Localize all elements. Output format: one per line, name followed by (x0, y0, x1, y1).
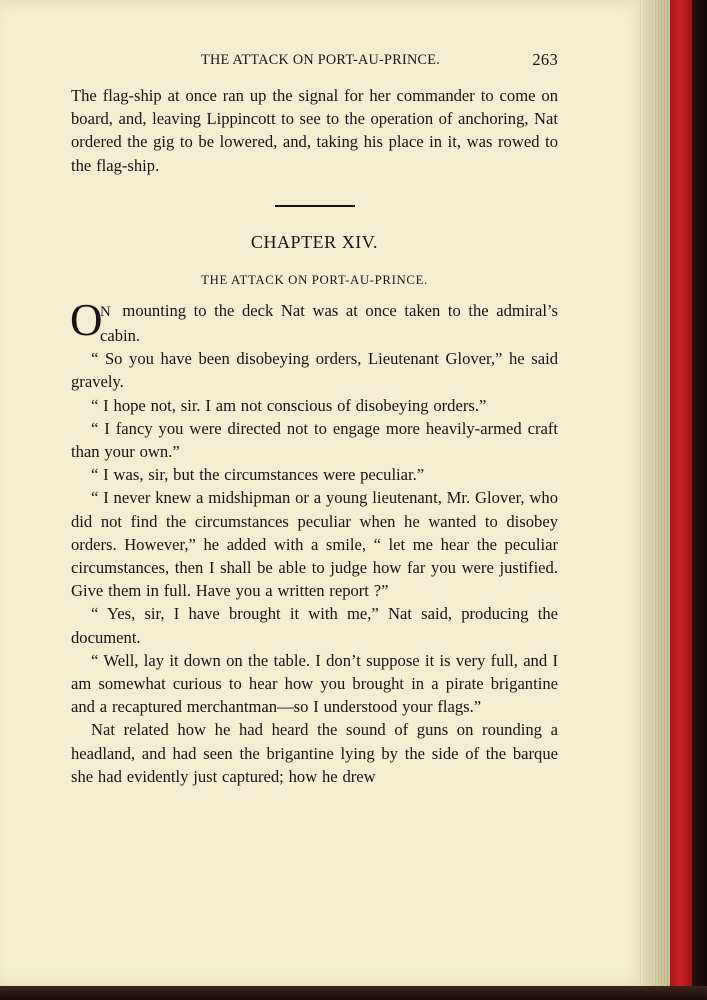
red-book-cover-edge (670, 0, 692, 988)
page-content (71, 48, 558, 788)
paragraph-2: “ So you have been disobeying orders, Lieutenant Glover,” he said gravely. (71, 349, 558, 392)
drop-cap-letter: O (70, 294, 103, 345)
bottom-shadow-band (0, 986, 707, 1000)
paragraph-5: “ I was, sir, but the circumstances were peculiar.” (91, 465, 425, 485)
paragraph-9: Nat related how he had heard the sound of guns on rounding a headland, and had seen the brigantine lying by the side of the barque she had evidently just captured; how he drew (71, 720, 558, 786)
section-divider (275, 205, 355, 207)
first-word-small-caps: N (100, 303, 112, 320)
paragraph-4: “ I fancy you were directed not to engage more heavily-armed craft than your own.” (71, 418, 558, 462)
page-number: 263 (532, 50, 558, 69)
running-head (71, 48, 558, 76)
paragraph-6: “ I never knew a midshipman or a young lieutenant, Mr. Glover, who did not find the circumstances peculiar when he wanted to disobey orders. However,” he added with a smile, “ let me hear the peculiar circumstances, then I shall be able to judge how far you were justified. Give them in full. Have you a written report ?” (71, 488, 558, 601)
opening-paragraph: The flag-ship at once ran up the signal for her commander to come on board, and, leaving Lippincott to see to the operation of anchoring, Nat ordered the gig to be lowered, and, taking his place in it, was rowed to the flag-ship. (71, 86, 558, 175)
running-title: THE ATTACK ON PORT-AU-PRINCE. (201, 52, 441, 68)
paragraph-3: “ I hope not, sir. I am not conscious of disobeying orders.” (91, 395, 487, 415)
chapter-first-paragraph (70, 294, 558, 347)
first-paragraph-text: mounting to the deck Nat was at once taken to the admiral’s cabin. (100, 300, 558, 346)
paragraph-8: “ Well, lay it down on the table. I don’t suppose it is very full, and I am somewhat curious to hear how you brought in a pirate brigantine and a recaptured merchantman—so I understood your flags.” (71, 650, 558, 717)
page-stack-edge (640, 0, 670, 988)
dark-cover-edge (692, 0, 707, 1000)
paragraph-7: “ Yes, sir, I have brought it with me,” Nat said, producing the document. (71, 604, 558, 647)
chapter-body (70, 294, 558, 788)
chapter-title: CHAPTER XIV. (250, 231, 379, 252)
chapter-subtitle: THE ATTACK ON PORT-AU-PRINCE. (201, 272, 428, 287)
